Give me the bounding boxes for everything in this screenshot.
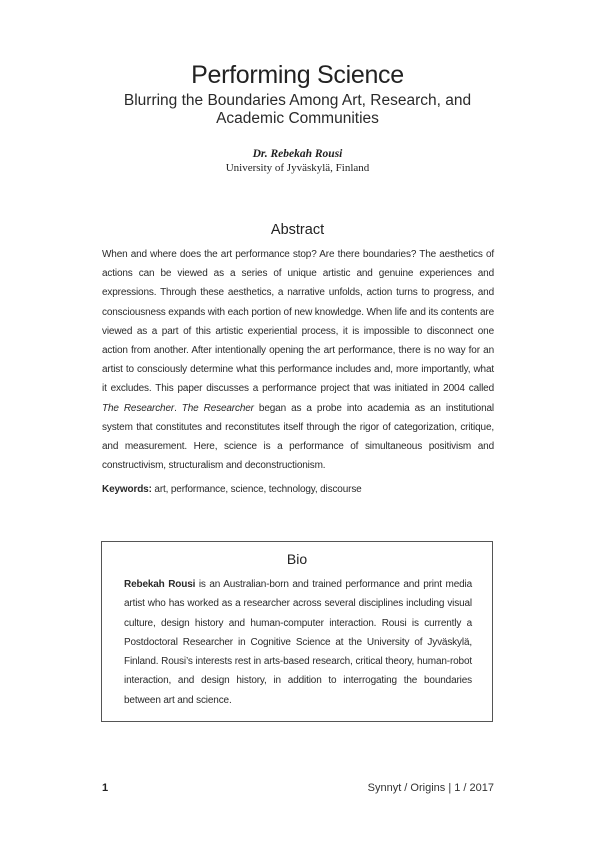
bio-name: Rebekah Rousi	[124, 579, 196, 590]
abstract-title-ref-2: The Researcher	[181, 402, 254, 414]
bio-body	[124, 575, 472, 710]
page-number: 1	[102, 782, 109, 794]
paper-subtitle: Blurring the Boundaries Among Art, Research, and Academic Communities	[123, 92, 472, 127]
abstract-heading: Abstract	[270, 222, 325, 238]
author-affiliation: University of Jyväskylä, Finland	[225, 162, 370, 174]
abstract-text-1: When and where does the art performance stop? Are there boundaries? The aesthetics of actions can be viewed as a series of unique artistic and genuine experiences and expressions. Through these aesthetics, a narrative unfolds, action turns to progress, and consciousness expands with each portion of new knowledge. When life and its contents are viewed as a part of this artistic experiential process, it is impossible to disconnect one action from another. After intentionally opening the art performance, there is no way for an artist to consciously determine what this performance includes and, more importantly, what it excludes. This paper discusses a performance project that was initiated in 2004 called	[102, 249, 494, 395]
abstract-body	[102, 245, 494, 475]
bio-box	[101, 541, 493, 722]
keywords-label: Keywords:	[102, 484, 152, 495]
author-name: Dr. Rebekah Rousi	[252, 148, 343, 160]
bio-text: is an Australian-born and trained performance and print media artist who has worked as a researcher across several disciplines including visual culture, design history and human-computer interaction. Rousi is currently a Postdoctoral Researcher in Cognitive Science at the University of Jyväskylä, Finland. Rousi’s interests rest in arts-based research, critical theory, human-robot interaction, and design history, in addition to interrogating the boundaries between art and science.	[124, 579, 472, 706]
bio-heading: Bio	[286, 551, 308, 567]
keywords	[102, 484, 494, 495]
abstract-text-3: began as a probe into academia as an institutional system that constitutes and reconstitutes itself through the rigor of categorization, critique, and measurement. Here, science is a performance of simultaneous positivism and constructivism, structuralism and deconstructionism.	[102, 402, 494, 472]
paper-title: Performing Science	[191, 61, 404, 89]
journal-info: Synnyt / Origins | 1 / 2017	[367, 782, 494, 794]
abstract-title-ref-1: The Researcher	[102, 402, 175, 414]
abstract-text-2: .	[174, 402, 182, 414]
keywords-text: art, performance, science, technology, discourse	[151, 484, 362, 495]
